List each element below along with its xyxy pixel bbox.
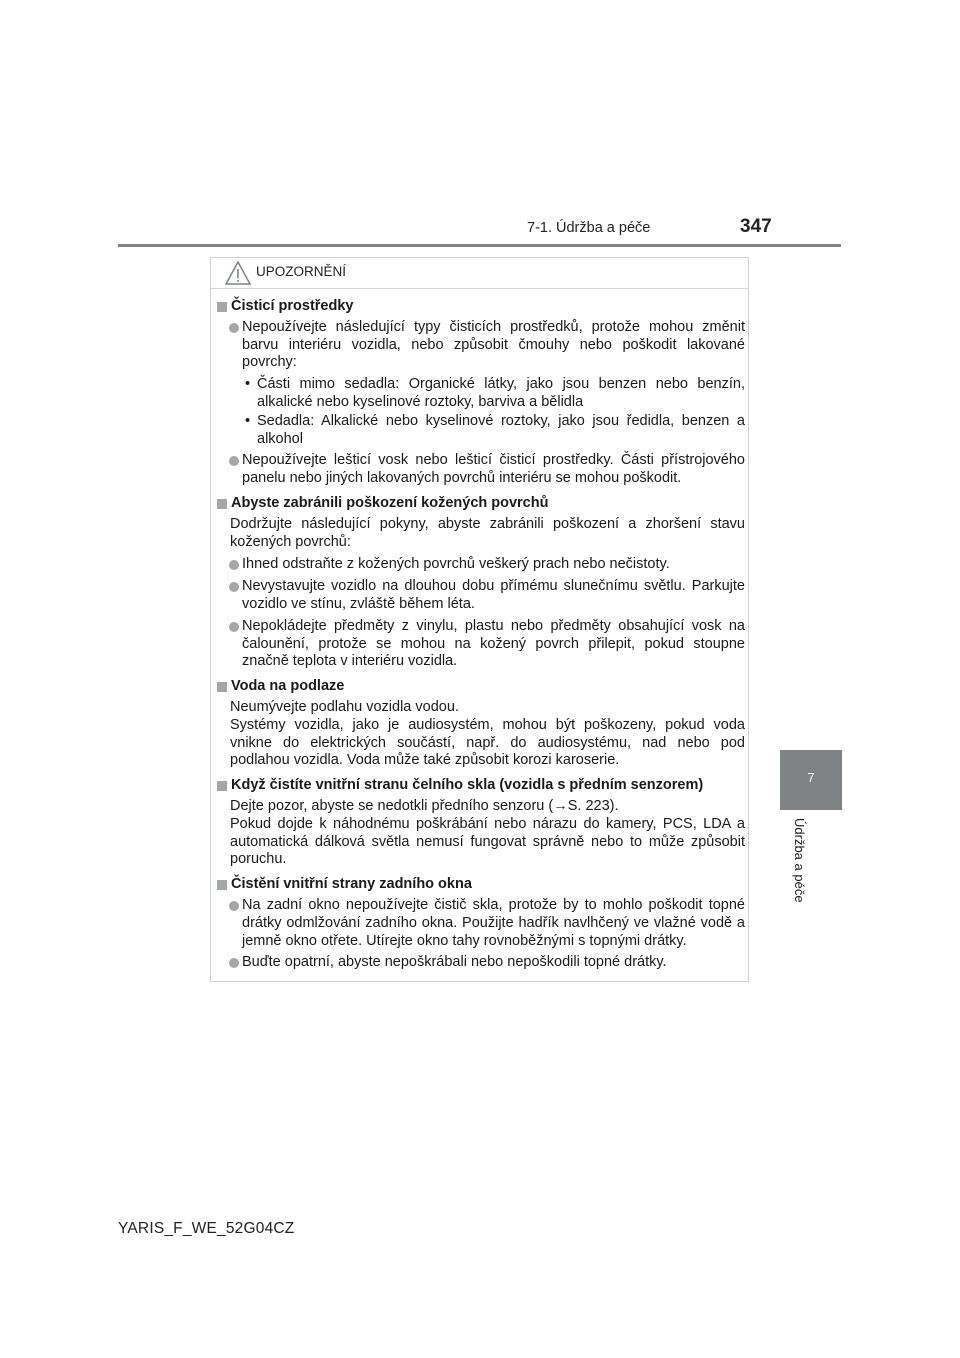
section-windshield-cleaning (217, 777, 745, 869)
paragraph: Systémy vozidla, jako je audiosystém, mohou být poškozeny, pokud voda vnikne do elektrických součástí, např. do audiosystému, nad nebo pod podlahou vozidla. Voda může také způsobit korozi karoserie. (230, 716, 745, 769)
circle-bullet-icon (229, 560, 239, 570)
warning-header (211, 258, 748, 289)
section-heading-text: Abyste zabránili poškození kožených povrchů (231, 494, 549, 511)
header-section-title: 7-1. Údržba a péče (527, 220, 651, 236)
list-item (217, 319, 745, 372)
section-heading (217, 298, 745, 316)
paragraph: Pokud dojde k náhodnému poškrábání nebo nárazu do kamery, PCS, LDA a automatická dálková světla nemusí fungovat správně nebo to může způsobit poruchu. (230, 815, 745, 868)
small-bullet-icon: • (245, 412, 251, 429)
section-leather-surfaces (217, 495, 745, 671)
list-item-text: Nepoužívejte lešticí vosk nebo lešticí čisticí prostředky. Části přístrojového panelu nebo jiných lakovaných povrchů interiéru se mohou poškodit. (242, 452, 745, 487)
square-bullet-icon (217, 781, 227, 791)
paragraph: Neumývejte podlahu vozidla vodou. (230, 698, 459, 715)
circle-bullet-icon (229, 582, 239, 592)
section-water-on-floor (217, 678, 745, 770)
document-code: YARIS_F_WE_52G04CZ (118, 1220, 295, 1237)
section-heading-text: Čistění vnitřní strany zadního okna (231, 876, 472, 893)
section-rear-window-cleaning (217, 876, 745, 972)
list-item-text: Nevystavujte vozidlo na dlouhou dobu přímému slunečnímu světlu. Parkujte vozidlo ve stínu, zvláště během léta. (242, 578, 745, 612)
list-item-text: Ihned odstraňte z kožených povrchů veškerý prach nebo nečistoty. (242, 556, 670, 573)
square-bullet-icon (217, 302, 227, 312)
list-item (217, 452, 745, 488)
section-heading-text: Když čistíte vnitřní stranu čelního skla (vozidla s předním senzorem) (231, 777, 704, 794)
circle-bullet-icon (229, 456, 239, 466)
list-item (217, 556, 745, 574)
square-bullet-icon (217, 880, 227, 890)
section-heading (217, 678, 745, 696)
list-item-text: Na zadní okno nepoužívejte čistič skla, protože by to mohlo poškodit topné drátky odmlžování zadního okna. Použijte hadřík navlhčený ve vlažné vodě a jemně okno otřete. Utírejte okno tahy rovnoběžnými s topnými drátky. (242, 896, 745, 949)
section-heading-text: Čisticí prostředky (231, 298, 354, 314)
sub-item (217, 376, 745, 412)
list-item (217, 578, 745, 614)
section-heading (217, 777, 745, 795)
section-cleaning-agents (217, 298, 745, 488)
warning-title: UPOZORNĚNÍ (256, 264, 347, 279)
section-heading (217, 495, 745, 513)
chapter-tab (780, 750, 842, 810)
list-item-text: Nepoužívejte následující typy čisticích prostředků, protože mohou změnit barvu interiéru vozidla, nebo způsobit čmouhy nebo poškodit lakované povrchy: (242, 318, 745, 371)
circle-bullet-icon (229, 622, 239, 632)
section-intro: Dodržujte následující pokyny, abyste zabránili poškození a zhoršení stavu kožených povrchů: (230, 515, 745, 550)
circle-bullet-icon (229, 901, 239, 911)
sub-item-text: Části mimo sedadla: Organické látky, jako jsou benzen nebo benzín, alkalické nebo kyselinové roztoky, barviva a bělidla (257, 376, 745, 410)
paragraph: Dejte pozor, abyste se nedotkli předního senzoru (→S. 223). (230, 797, 619, 814)
chapter-number: 7 (807, 770, 815, 785)
sub-item (217, 413, 745, 449)
section-heading (217, 876, 745, 894)
list-item (217, 618, 745, 671)
header-rule (118, 244, 841, 247)
square-bullet-icon (217, 499, 227, 509)
warning-content (217, 298, 745, 979)
list-item-text: Nepokládejte předměty z vinylu, plastu nebo předměty obsahující vosk na čalounění, protože se mohou na kožený povrch přilepit, pokud stoupne značně teplota v interiéru vozidla. (242, 617, 745, 670)
circle-bullet-icon (229, 323, 239, 333)
page-number: 347 (740, 216, 772, 237)
list-item (217, 897, 745, 950)
warning-box (210, 257, 749, 982)
list-item-text: Buďte opatrní, abyste nepoškrábali nebo nepoškodili topné drátky. (242, 954, 667, 971)
warning-triangle-icon (224, 260, 252, 286)
small-bullet-icon: • (245, 376, 251, 393)
square-bullet-icon (217, 682, 227, 692)
circle-bullet-icon (229, 958, 239, 968)
list-item (217, 954, 745, 972)
sub-item-text: Sedadla: Alkalické nebo kyselinové roztoky, jako jsou ředidla, benzen a alkohol (257, 412, 745, 447)
chapter-label: Údržba a péče (792, 818, 807, 903)
section-heading-text: Voda na podlaze (231, 678, 345, 695)
